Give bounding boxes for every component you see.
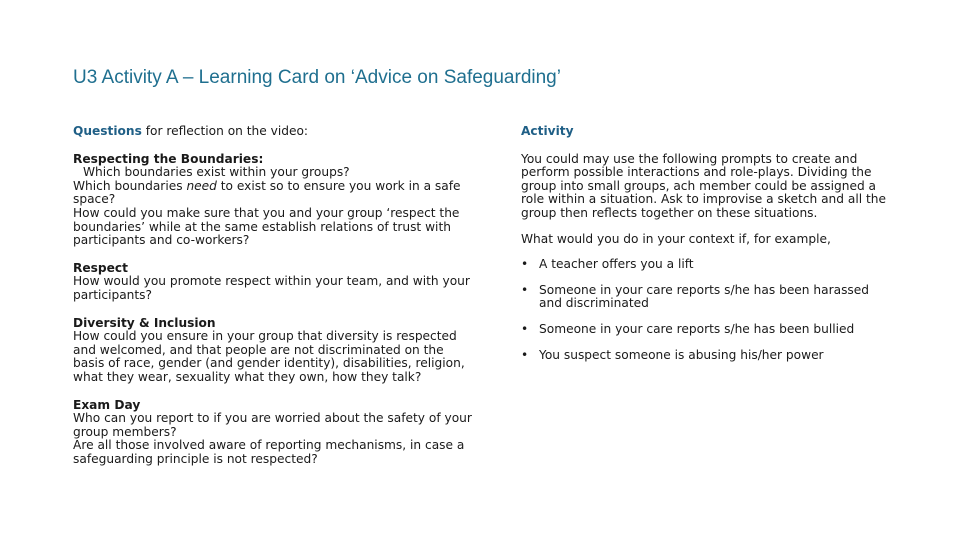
list-item [521,323,891,337]
prompt-text: A teacher offers you a lift [539,257,694,272]
prompt-text: Someone in your care reports s/he has been harassed and discriminated [539,282,870,311]
boundaries-section [73,153,473,248]
questions-heading-accent: Questions [73,124,142,138]
boundaries-question-2-emphasis: need [186,178,217,193]
page-title: U3 Activity A – Learning Card on ‘Advice on Safeguarding’ [73,67,561,88]
activity-question: What would you do in your context if, for example, [521,231,831,246]
activity-intro: You could may use the following prompts to create and perform possible interactions and role-plays. Dividing the group into small groups, ach member could be assigned a role within a situation. Ask to improvise a sketch and all the group then reflects together on these situations. [521,151,886,220]
questions-heading-rest: for reflection on the video: [141,124,309,138]
questions-heading [73,125,473,139]
list-item [521,284,891,311]
bullet-icon: • [521,347,529,362]
bullet-icon: • [521,282,529,297]
diversity-section [73,317,473,385]
list-item [521,349,891,363]
prompt-text: Someone in your care reports s/he has been bullied [539,321,855,336]
boundaries-question-2 [73,180,473,207]
diversity-title: Diversity & Inclusion [73,315,216,330]
boundaries-question-3: How could you make sure that you and your group ‘respect the boundaries’ while at the same establish relations of trust with participants and co-workers? [73,205,460,248]
activity-column [521,125,891,374]
exam-day-question-1: Who can you report to if you are worried about the safety of your group members? [73,411,472,439]
list-item [521,258,891,272]
bullet-icon: • [521,257,529,272]
boundaries-title: Respecting the Boundaries: [73,151,264,166]
respect-question: How would you promote respect within your team, and with your participants? [73,274,470,302]
boundaries-question-2-pre: Which boundaries [73,178,187,193]
exam-day-title: Exam Day [73,397,141,412]
respect-title: Respect [73,260,128,275]
exam-day-question-2: Are all those involved aware of reporting mechanisms, in case a safeguarding principle is not respected? [73,438,465,466]
boundaries-question-2-post: to exist so to ensure you work in a safe space? [73,178,461,207]
diversity-question: How could you ensure in your group that diversity is respected and welcomed, and that people are not discriminated on the basis of race, gender (and gender identity), disabilities, religion, what they wear, sexuality what they own, how they talk? [73,329,465,384]
reflection-questions-column [73,125,473,480]
activity-heading: Activity [521,124,574,138]
activity-prompt-list [521,258,891,362]
prompt-text: You suspect someone is abusing his/her power [539,347,824,362]
respect-section [73,262,473,303]
exam-day-section [73,399,473,467]
bullet-icon: • [521,321,529,336]
boundaries-question-1: Which boundaries exist within your groups? [83,165,350,180]
